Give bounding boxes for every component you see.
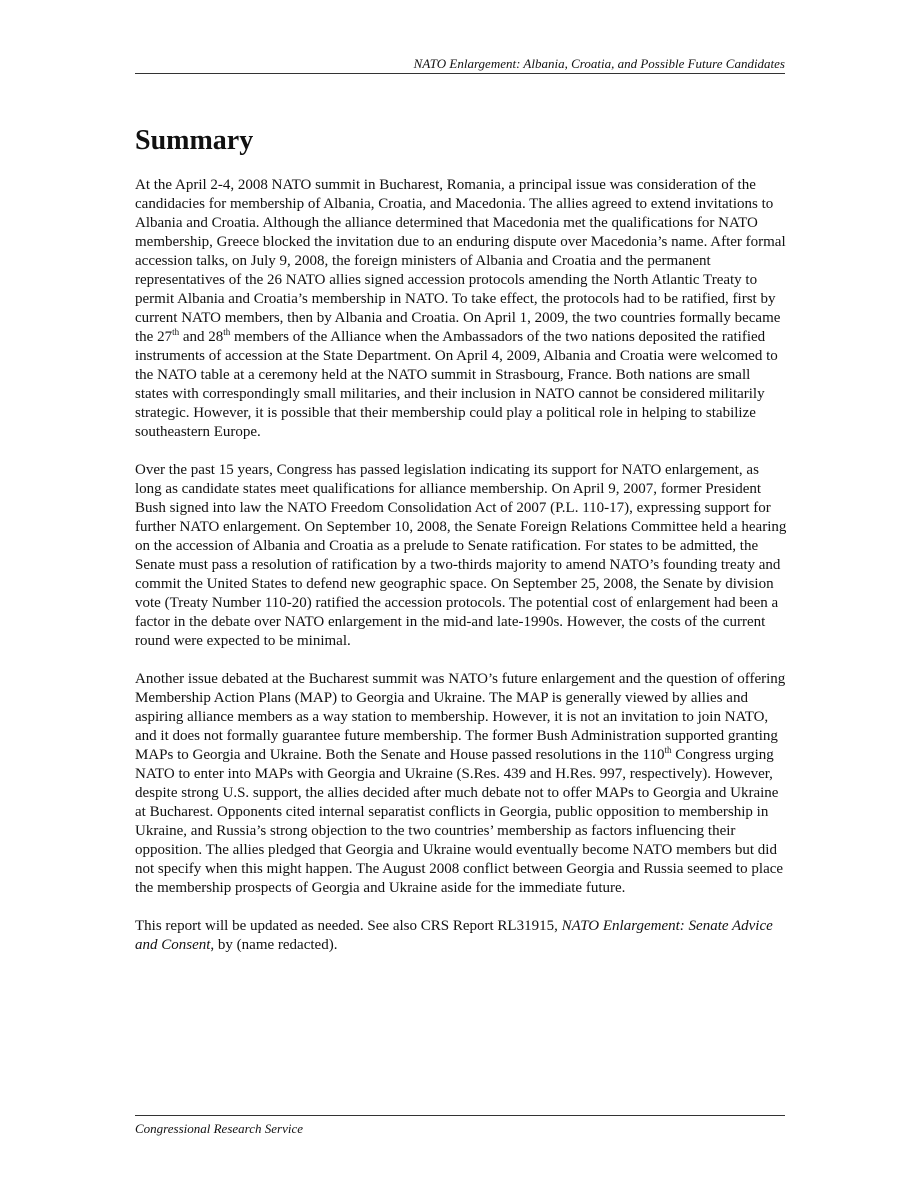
paragraph-3-text-a: Another issue debated at the Bucharest summit was NATO’s future enlargement and the question of offering Membership Action Plans (MAP) to Georgia and Ukraine. The MAP is generally viewed by allies and aspiring alliance members as a way station to membership. However, it is not an invitation to join NATO, and it does not formally guarantee future membership. The former Bush Administration supported granting MAPs to Georgia and Ukraine. Both the Senate and House passed resolutions in the 110: [135, 671, 786, 763]
paragraph-4-text-a: This report will be updated as needed. See also CRS Report RL31915,: [135, 918, 562, 934]
ordinal-suffix: th: [172, 327, 180, 337]
paragraph-3: [135, 670, 787, 898]
page-footer: Congressional Research Service: [135, 1121, 303, 1136]
footer-rule: [135, 1115, 785, 1116]
paragraph-3-text-b: Congress urging NATO to enter into MAPs with Georgia and Ukraine (S.Res. 439 and H.Res. 997, respectively). However, despite strong U.S. support, the allies decided after much debate not to offer MAPs to Georgia and Ukraine at Bucharest. Opponents cited internal separatist conflicts in Georgia, public opposition to membership in Ukraine, and Russia’s strong objection to the two countries’ membership as factors influencing their opposition. The allies pledged that Georgia and Ukraine would eventually become NATO members but did not specify when this might happen. The August 2008 conflict between Georgia and Russia seemed to place the membership prospects of Georgia and Ukraine aside for the immediate future.: [135, 747, 784, 896]
page-title: Summary: [135, 125, 254, 156]
paragraph-4: [135, 917, 787, 955]
ordinal-suffix: th: [664, 745, 672, 755]
ordinal-suffix: th: [223, 327, 231, 337]
report-title-link: NATO Enlargement: Senate Advice and Consent: [135, 918, 773, 953]
running-header: NATO Enlargement: Albania, Croatia, and Possible Future Candidates: [413, 56, 785, 71]
paragraph-4-text-b: , by (name redacted).: [210, 937, 338, 953]
paragraph-1-text-b: and 28: [179, 329, 224, 345]
summary-body: [135, 176, 787, 955]
paragraph-1-text-a: At the April 2-4, 2008 NATO summit in Bucharest, Romania, a principal issue was consideration of the candidacies for membership of Albania, Croatia, and Macedonia. The allies agreed to extend invitations to Albania and Croatia. Although the alliance determined that Macedonia met the qualifications for NATO membership, Greece blocked the invitation due to an enduring dispute over Macedonia’s name. After formal accession talks, on July 9, 2008, the foreign ministers of Albania and Croatia and the permanent representatives of the 26 NATO allies signed accession protocols amending the North Atlantic Treaty to permit Albania and Croatia’s membership in NATO. To take effect, the protocols had to be ratified, first by current NATO members, then by Albania and Croatia. On April 1, 2009, the two countries formally became the 27: [135, 177, 786, 345]
paragraph-1: [135, 176, 787, 442]
header-rule: [135, 73, 785, 74]
paragraph-1-text-c: members of the Alliance when the Ambassadors of the two nations deposited the ratified instruments of accession at the State Department. On April 4, 2009, Albania and Croatia were welcomed to the NATO table at a ceremony held at the NATO summit in Strasbourg, France. Both nations are small states with correspondingly small militaries, and their inclusion in NATO cannot be considered militarily strategic. However, it is possible that their membership could play a political role in helping to stabilize southeastern Europe.: [135, 329, 778, 440]
paragraph-2: Over the past 15 years, Congress has passed legislation indicating its support for NATO enlargement, as long as candidate states meet qualifications for alliance membership. On April 9, 2007, former President Bush signed into law the NATO Freedom Consolidation Act of 2007 (P.L. 110-17), expressing support for further NATO enlargement. On September 10, 2008, the Senate Foreign Relations Committee held a hearing on the accession of Albania and Croatia as a prelude to Senate ratification. For states to be admitted, the Senate must pass a resolution of ratification by a two-thirds majority to amend NATO’s founding treaty and commit the United States to defend new geographic space. On September 25, 2008, the Senate by division vote (Treaty Number 110-20) ratified the accession protocols. The potential cost of enlargement had been a factor in the debate over NATO enlargement in the mid-and late-1990s. However, the costs of the current round were expected to be minimal.: [135, 462, 787, 649]
